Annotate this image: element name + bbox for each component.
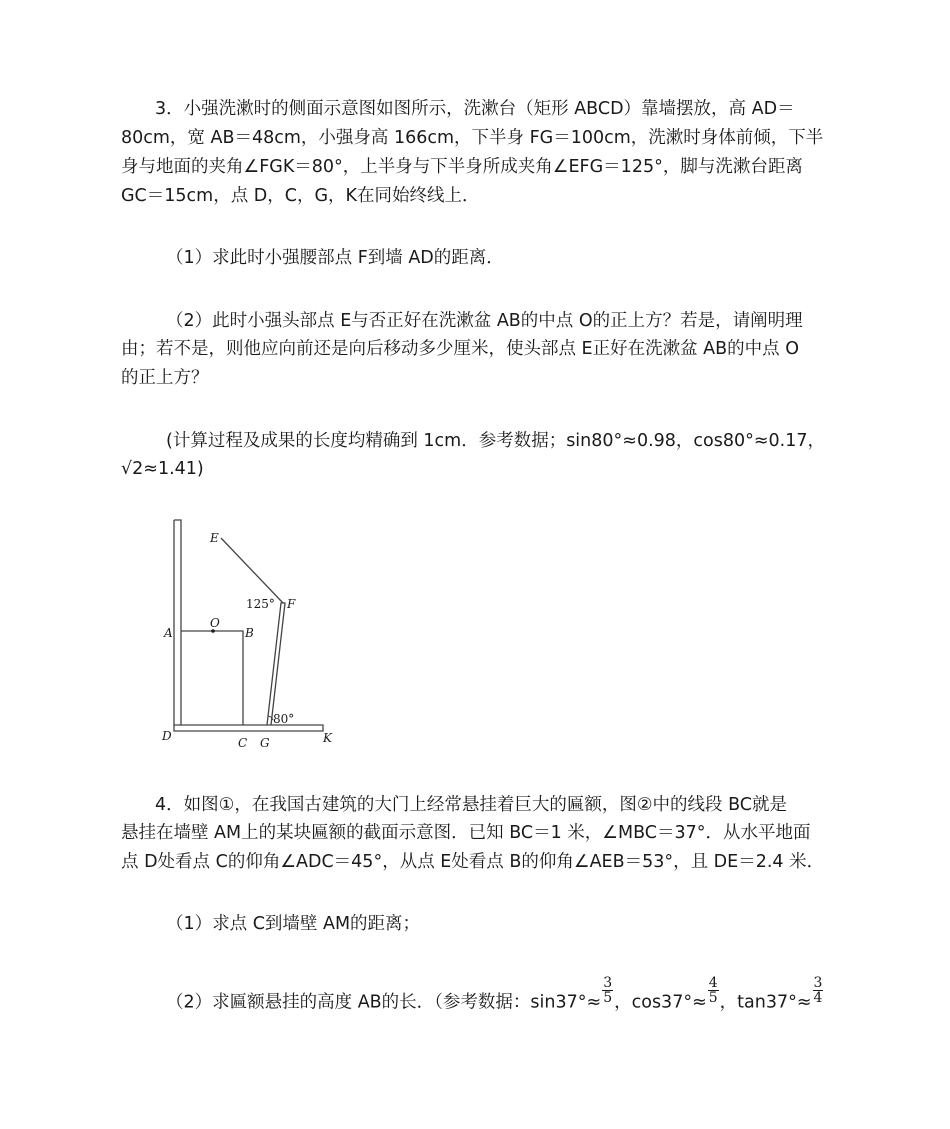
label-a: A <box>164 626 173 640</box>
label-angle-fgk: 80° <box>273 712 295 726</box>
label-k: K <box>323 731 332 745</box>
q4-line-2: 悬挂在墙壁 AM上的某块匾额的截面示意图．已知 BC＝1 米，∠MBC＝37°．从水平地面 <box>121 823 811 843</box>
fraction-3-5 <box>602 976 613 1005</box>
q3-part-2-line-2: 由；若不是，则他应向前还是向后移动多少厘米，使头部点 E正好在洗漱盆 AB的中点 O <box>121 339 799 359</box>
q4-part-2 <box>166 975 824 1017</box>
q4-part-2-sep-1: ，cos37°≈ <box>614 992 707 1013</box>
q3-line-3: 身与地面的夹角∠FGK＝80°，上半身与下半身所成夹角∠EFG＝125°，脚与洗漱台距离 <box>121 157 803 177</box>
q4-line-1: 4．如图①，在我国古建筑的大门上经常悬挂着巨大的匾额，图②中的线段 BC就是 <box>155 795 787 815</box>
q3-line-2: 80cm，宽 AB＝48cm，小强身高 166cm，下半身 FG＝100cm，洗漱时身体前倾，下半 <box>121 128 824 148</box>
q3-note-line-2: √2≈1.41) <box>121 459 204 479</box>
label-b: B <box>245 626 254 640</box>
fraction-denominator: 5 <box>708 990 718 1006</box>
fraction-3-4 <box>813 976 824 1005</box>
floor <box>174 725 323 731</box>
fraction-numerator: 3 <box>813 975 823 991</box>
fraction-denominator: 5 <box>603 990 613 1006</box>
fraction-denominator: 4 <box>813 990 823 1006</box>
label-angle-efg: 125° <box>246 597 275 611</box>
label-c: C <box>238 736 248 750</box>
sink-rectangle <box>181 631 243 725</box>
q3-line-4: GC＝15cm，点 D，C，G，K在同始终线上． <box>121 186 480 206</box>
q4-part-1: （1）求点 C到墙壁 AM的距离； <box>166 914 421 934</box>
q3-part-2-line-3: 的正上方？ <box>121 368 209 388</box>
q4-part-2-text: （2）求匾额悬挂的高度 AB的长．（参考数据：sin37°≈ <box>166 992 602 1013</box>
label-d: D <box>162 729 172 743</box>
q4-part-2-sep-2: ，tan37°≈ <box>719 992 812 1013</box>
wall <box>174 520 181 725</box>
q4-line-3: 点 D处看点 C的仰角∠ADC＝45°，从点 E处看点 B的仰角∠AEB＝53°，且 DE＝2.4 米． <box>121 852 825 872</box>
label-o: O <box>210 616 220 630</box>
label-e: E <box>210 531 219 545</box>
q3-part-1: （1）求此时小强腰部点 F到墙 AD的距离． <box>166 248 504 268</box>
body-upper <box>221 538 283 603</box>
fraction-4-5 <box>708 976 719 1005</box>
q3-line-1: 3．小强洗漱时的侧面示意图如图所示，洗漱台（矩形 ABCD）靠墙摆放，高 AD＝ <box>155 99 795 119</box>
fraction-numerator: 3 <box>603 975 613 991</box>
label-g: G <box>260 736 270 750</box>
q3-note-line-1: (计算过程及成果的长度均精确到 1cm．参考数据；sin80°≈0.98，cos80°≈0.17， <box>166 431 825 451</box>
q3-part-2-line-1: （2）此时小强头部点 E与否正好在洗漱盆 AB的中点 O的正上方？若是，请阐明理 <box>166 311 803 331</box>
q3-figure <box>155 515 345 750</box>
label-f: F <box>287 597 296 611</box>
fraction-numerator: 4 <box>708 975 718 991</box>
body-lower <box>267 603 285 725</box>
